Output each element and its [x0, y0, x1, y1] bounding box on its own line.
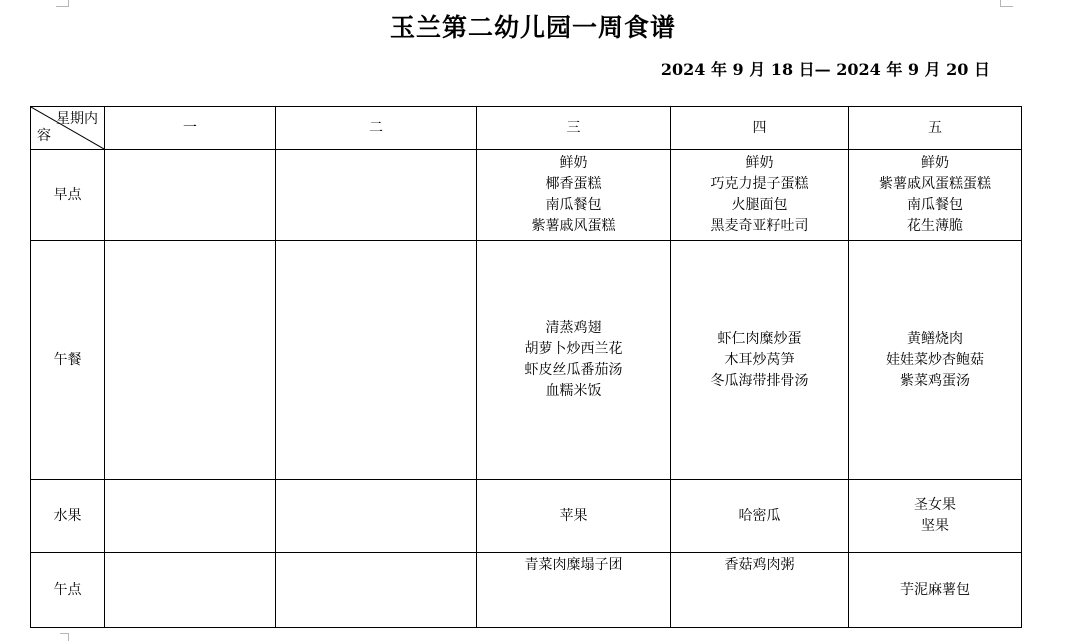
menu-cell	[105, 553, 276, 628]
menu-cell	[276, 150, 477, 241]
menu-item: 巧克力提子蛋糕	[710, 176, 809, 192]
date-range: 2024 年 9 月 18 日— 2024 年 9 月 20 日	[660, 60, 990, 79]
menu-item: 苹果	[559, 507, 588, 524]
menu-item: 火腿面包	[731, 197, 788, 213]
menu-cell	[671, 241, 849, 480]
menu-item: 娃娃菜炒杏鲍菇	[886, 351, 984, 368]
menu-cell	[276, 241, 477, 480]
menu-item: 花生薄脆	[907, 218, 963, 234]
menu-item: 黄鳝烧肉	[907, 330, 963, 347]
page-corner-mark	[1000, 0, 1013, 7]
menu-item: 紫薯戚风蛋糕	[531, 218, 616, 234]
menu-item: 紫菜鸡蛋汤	[900, 372, 970, 389]
day-header: 五	[849, 107, 1022, 150]
meal-row	[31, 480, 1022, 553]
menu-item: 香菇鸡肉粥	[724, 557, 795, 573]
menu-item: 鲜奶	[745, 155, 774, 171]
menu-cell	[849, 480, 1022, 553]
menu-cell	[105, 480, 276, 553]
menu-item: 哈密瓜	[738, 507, 781, 524]
menu-cell	[477, 553, 671, 628]
menu-item: 黑麦奇亚籽吐司	[710, 218, 809, 234]
menu-cell	[477, 241, 671, 480]
meal-row	[31, 553, 1022, 628]
menu-item: 血糯米饭	[545, 383, 602, 399]
menu-item: 青菜肉糜塌子团	[524, 557, 623, 573]
page-title: 玉兰第二幼儿园一周食谱	[389, 13, 676, 42]
menu-cell	[849, 553, 1022, 628]
menu-item: 虾仁肉糜炒蛋	[717, 330, 802, 347]
day-header: 一	[105, 107, 276, 150]
menu-item: 冬瓜海带排骨汤	[710, 372, 809, 389]
menu-item: 鲜奶	[921, 155, 949, 171]
meal-row	[31, 150, 1022, 241]
menu-item: 坚果	[921, 518, 949, 534]
header-row	[31, 107, 1022, 150]
meal-label: 早点	[31, 150, 105, 241]
corner-header-cell	[31, 107, 105, 150]
corner-label-weekday: 星期内	[56, 111, 98, 127]
page-corner-mark	[56, 0, 69, 7]
menu-item: 鲜奶	[559, 155, 588, 171]
menu-cell	[105, 150, 276, 241]
menu-cell	[105, 241, 276, 480]
meal-label: 午点	[31, 553, 105, 628]
corner-label-content: 容	[37, 128, 51, 144]
menu-item: 南瓜餐包	[907, 197, 963, 213]
menu-cell	[276, 480, 477, 553]
menu-item: 芋泥麻薯包	[900, 581, 970, 598]
menu-item: 椰香蛋糕	[545, 176, 602, 192]
meal-label: 水果	[31, 480, 105, 553]
menu-cell	[276, 553, 477, 628]
menu-item: 圣女果	[914, 497, 956, 513]
meal-row	[31, 241, 1022, 480]
day-header: 三	[477, 107, 671, 150]
menu-cell	[671, 553, 849, 628]
menu-item: 胡萝卜炒西兰花	[524, 341, 623, 357]
menu-cell	[477, 150, 671, 241]
meal-label: 午餐	[31, 241, 105, 480]
day-header: 二	[276, 107, 477, 150]
menu-item: 南瓜餐包	[545, 197, 602, 213]
menu-table	[30, 106, 1022, 628]
menu-cell	[849, 241, 1022, 480]
menu-cell	[477, 480, 671, 553]
menu-item: 紫薯戚风蛋糕蛋糕	[879, 176, 991, 192]
menu-cell	[671, 150, 849, 241]
menu-item: 木耳炒莴笋	[724, 351, 795, 368]
menu-cell	[849, 150, 1022, 241]
menu-cell	[671, 480, 849, 553]
menu-item: 虾皮丝瓜番茄汤	[524, 362, 623, 378]
menu-item: 清蒸鸡翅	[545, 320, 602, 336]
day-header: 四	[671, 107, 849, 150]
